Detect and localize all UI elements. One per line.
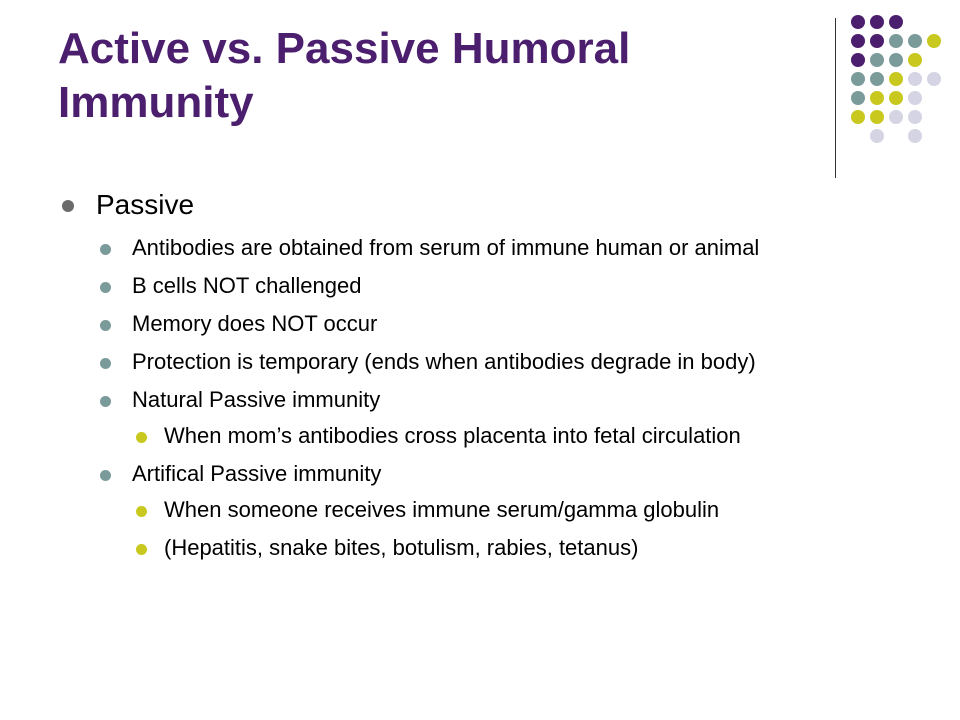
sub-bullet-examples — [132, 532, 908, 564]
decorative-dot — [889, 110, 903, 124]
bullet-text: B cells NOT challenged — [132, 273, 362, 298]
slide-body — [58, 184, 908, 570]
title-divider-line — [835, 18, 836, 178]
bullet-b-cells — [96, 270, 908, 302]
decorative-dot — [870, 110, 884, 124]
sub-bullet-text: When mom’s antibodies cross placenta into fetal circulation — [164, 423, 741, 448]
bullet-list-level3 — [132, 420, 908, 452]
decorative-dot — [870, 15, 884, 29]
bullet-text: Antibodies are obtained from serum of immune human or animal — [132, 235, 760, 260]
decorative-dot — [889, 53, 903, 67]
bullet-text: Artifical Passive immunity — [132, 461, 382, 486]
sub-bullet-text: (Hepatitis, snake bites, botulism, rabies, tetanus) — [164, 535, 639, 560]
decorative-dot — [851, 34, 865, 48]
bullet-passive-label: Passive — [96, 189, 195, 220]
bullet-natural-passive — [96, 384, 908, 452]
sub-bullet-text: When someone receives immune serum/gamma globulin — [164, 497, 720, 522]
decorative-dot — [851, 72, 865, 86]
decorative-dot — [927, 34, 941, 48]
decorative-dot — [851, 15, 865, 29]
decorative-dot — [889, 72, 903, 86]
decorative-dot — [851, 91, 865, 105]
decorative-dot — [908, 34, 922, 48]
decorative-dot — [870, 129, 884, 143]
decorative-dot — [908, 72, 922, 86]
decorative-dot — [870, 53, 884, 67]
bullet-text: Natural Passive immunity — [132, 387, 381, 412]
decorative-dot — [927, 72, 941, 86]
bullet-antibodies-obtained — [96, 232, 908, 264]
decorative-dot — [870, 72, 884, 86]
decorative-dot — [851, 110, 865, 124]
decorative-dot — [908, 53, 922, 67]
bullet-artificial-passive — [96, 458, 908, 564]
bullet-text: Protection is temporary (ends when antibodies degrade in body) — [132, 349, 756, 374]
bullet-protection — [96, 346, 908, 378]
decorative-dot — [889, 34, 903, 48]
decorative-dot — [889, 15, 903, 29]
bullet-passive — [58, 184, 908, 564]
bullet-list-level2 — [96, 232, 908, 564]
decorative-dot — [851, 53, 865, 67]
sub-bullet-placenta — [132, 420, 908, 452]
decorative-dot — [889, 91, 903, 105]
decorative-dot — [870, 91, 884, 105]
decorative-dot — [870, 34, 884, 48]
decorative-dot — [908, 110, 922, 124]
bullet-text: Memory does NOT occur — [132, 311, 378, 336]
decorative-dot-grid — [848, 12, 958, 162]
bullet-list-level3 — [132, 494, 908, 564]
bullet-memory — [96, 308, 908, 340]
decorative-dot — [908, 129, 922, 143]
decorative-dot — [908, 91, 922, 105]
sub-bullet-immune-serum — [132, 494, 908, 526]
bullet-list-level1 — [58, 184, 908, 564]
slide-title: Active vs. Passive Humoral Immunity — [58, 24, 631, 127]
